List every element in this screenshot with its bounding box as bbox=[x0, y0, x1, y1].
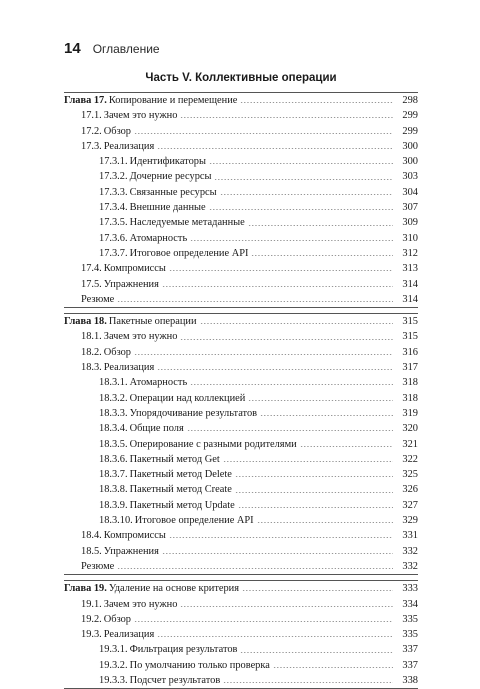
toc-entry-label bbox=[81, 139, 156, 154]
toc-subsection-entry[interactable] bbox=[64, 154, 418, 169]
dot-leader bbox=[190, 240, 393, 241]
toc-entry-label bbox=[99, 421, 186, 436]
toc-entry-label bbox=[99, 498, 237, 513]
toc-entry-number: 18.3.1. bbox=[99, 377, 128, 389]
toc-entry-label bbox=[99, 658, 272, 673]
toc-entry-number: 17.3.7. bbox=[99, 247, 128, 259]
toc-chapter-entry[interactable] bbox=[64, 314, 418, 329]
toc-entry-label bbox=[81, 261, 168, 276]
toc-entry-page: 316 bbox=[402, 346, 418, 358]
toc-subsection-entry[interactable] bbox=[64, 452, 418, 467]
toc-entry-label bbox=[99, 467, 234, 482]
toc-entry-page: 325 bbox=[402, 469, 418, 481]
toc-section-entry[interactable] bbox=[64, 597, 418, 612]
page-number: 14 bbox=[64, 40, 81, 57]
toc-entry-title: Компромиссы bbox=[103, 530, 166, 542]
toc-entry-page: 313 bbox=[402, 263, 418, 275]
toc-entry-page: 299 bbox=[402, 125, 418, 137]
toc-entry-page: 309 bbox=[402, 217, 418, 229]
toc-entry-number: 19.3. bbox=[81, 629, 102, 641]
dot-leader bbox=[162, 553, 393, 554]
toc-entry-page: 314 bbox=[402, 293, 418, 305]
dot-leader bbox=[187, 430, 393, 431]
toc-entry-title: Идентификаторы bbox=[129, 156, 206, 168]
toc-entry-title: Реализация bbox=[103, 140, 155, 152]
toc-entry-number: 19.2. bbox=[81, 613, 102, 625]
toc-entry-label bbox=[81, 329, 179, 344]
toc-entry-label bbox=[99, 246, 250, 261]
toc-entry-label bbox=[99, 452, 222, 467]
dot-leader bbox=[214, 179, 393, 180]
toc-entry-page: 320 bbox=[402, 423, 418, 435]
toc-entry-label bbox=[81, 597, 179, 612]
toc-entry-label bbox=[99, 154, 208, 169]
dot-leader bbox=[180, 606, 393, 607]
toc-chapter-block bbox=[64, 580, 418, 689]
toc-entry-number: 18.3. bbox=[81, 362, 102, 374]
toc-subsection-entry[interactable] bbox=[64, 642, 418, 657]
toc-entry-page: 314 bbox=[402, 278, 418, 290]
toc-entry-title: Наследуемые метаданные bbox=[129, 217, 245, 229]
toc-entry-label bbox=[64, 93, 239, 108]
toc-entry-title: Копирование и перемещение bbox=[108, 95, 238, 106]
dot-leader bbox=[180, 117, 393, 118]
dot-leader bbox=[157, 369, 393, 370]
toc-entry-page: 332 bbox=[402, 560, 418, 572]
toc-subsection-entry[interactable] bbox=[64, 482, 418, 497]
toc-subsection-entry[interactable] bbox=[64, 215, 418, 230]
toc-entry-title: Зачем это нужно bbox=[103, 331, 178, 343]
toc-entry-title: Общие поля bbox=[129, 423, 184, 435]
toc-section-entry[interactable] bbox=[64, 627, 418, 642]
toc-entry-label bbox=[99, 375, 189, 390]
page-header bbox=[64, 40, 160, 60]
toc-entry-title: Фильтрация результатов bbox=[129, 644, 238, 656]
toc-section-entry[interactable] bbox=[64, 329, 418, 344]
toc-entry-title: Атомарность bbox=[129, 377, 188, 389]
toc-subsection-entry[interactable] bbox=[64, 231, 418, 246]
toc-chapter-block bbox=[64, 92, 418, 308]
toc-entry-title: Упорядочивание результатов bbox=[129, 407, 258, 419]
toc-entry-label bbox=[99, 215, 247, 230]
dot-leader bbox=[300, 446, 393, 447]
toc-entry-label bbox=[99, 231, 189, 246]
toc-entry-title: Дочерние ресурсы bbox=[129, 171, 212, 183]
toc-entry-page: 327 bbox=[402, 499, 418, 511]
dot-leader bbox=[157, 148, 393, 149]
toc-chapter-block bbox=[64, 313, 418, 575]
toc-entry-label bbox=[81, 108, 179, 123]
toc-entry-title: Удаление на основе критерия bbox=[108, 583, 240, 595]
toc-entry-page: 329 bbox=[402, 515, 418, 527]
toc-entry-title: Зачем это нужно bbox=[103, 598, 178, 610]
toc-entry-number: 17.3.4. bbox=[99, 202, 128, 214]
toc-entry-title: Реализация bbox=[103, 629, 155, 641]
dot-leader bbox=[169, 537, 393, 538]
dot-leader bbox=[209, 209, 393, 210]
toc-entry-number: 18.3.2. bbox=[99, 392, 128, 404]
toc-entry-page: 338 bbox=[402, 674, 418, 686]
toc-entry-page: 335 bbox=[402, 613, 418, 625]
toc-entry-title: Атомарность bbox=[129, 232, 188, 244]
toc-entry-label bbox=[99, 482, 234, 497]
toc-entry-title: Обзор bbox=[103, 613, 132, 625]
toc-entry-label bbox=[81, 277, 161, 292]
dot-leader bbox=[223, 682, 393, 683]
toc-entry-page: 315 bbox=[402, 331, 418, 343]
toc-entry-page: 307 bbox=[402, 202, 418, 214]
dot-leader bbox=[257, 522, 393, 523]
toc-entry-number: 18.3.8. bbox=[99, 484, 128, 496]
dot-leader bbox=[169, 270, 393, 271]
dot-leader bbox=[157, 636, 393, 637]
toc-entry-label bbox=[81, 559, 116, 574]
toc-entry-number: 18.4. bbox=[81, 530, 102, 542]
toc-entry-label bbox=[99, 169, 213, 184]
dot-leader bbox=[240, 652, 393, 653]
toc-subsection-entry[interactable] bbox=[64, 169, 418, 184]
toc-entry-title: Оперирование с разными родителями bbox=[129, 438, 297, 450]
toc-section-entry[interactable] bbox=[64, 292, 418, 307]
toc-section-entry[interactable] bbox=[64, 124, 418, 139]
toc-entry-page: 299 bbox=[402, 110, 418, 122]
toc-entry-label bbox=[99, 513, 256, 528]
toc-entry-label bbox=[99, 642, 239, 657]
toc-section-entry[interactable] bbox=[64, 612, 418, 627]
toc-entry-label bbox=[64, 581, 241, 596]
toc-subsection-entry[interactable] bbox=[64, 513, 418, 528]
toc-entry-title: Внешние данные bbox=[129, 202, 206, 214]
toc-entry-page: 334 bbox=[402, 598, 418, 610]
dot-leader bbox=[134, 354, 393, 355]
toc-entry-label bbox=[81, 292, 116, 307]
toc-entry-page: 312 bbox=[402, 247, 418, 259]
toc-entry-number: 18.3.9. bbox=[99, 499, 128, 511]
toc-entry-number: 17.3.1. bbox=[99, 156, 128, 168]
toc-entry-number: 19.1. bbox=[81, 598, 102, 610]
dot-leader bbox=[235, 476, 393, 477]
toc-entry-title: Операции над коллекцией bbox=[129, 392, 246, 404]
toc-entry-page: 335 bbox=[402, 629, 418, 641]
toc-entry-title: Итоговое определение API bbox=[134, 515, 254, 527]
toc-entry-page: 331 bbox=[402, 530, 418, 542]
toc-chapter-entry[interactable] bbox=[64, 581, 418, 596]
toc-entry-page: 310 bbox=[402, 232, 418, 244]
toc-entry-title: Резюме bbox=[81, 560, 115, 572]
toc-entry-number: 18.3.4. bbox=[99, 423, 128, 435]
toc-entry-title: Упражнения bbox=[103, 545, 159, 557]
toc-entry-number: 17.5. bbox=[81, 278, 102, 290]
part-title: Часть V. Коллективные операции bbox=[145, 72, 337, 84]
toc-entry-title: Обзор bbox=[103, 125, 132, 137]
toc-entry-number: 17.3. bbox=[81, 140, 102, 152]
toc-entry-title: Упражнения bbox=[103, 278, 159, 290]
toc-entry-number: 17.1. bbox=[81, 110, 102, 122]
toc-entry-label bbox=[81, 345, 133, 360]
toc-entry-title: Итоговое определение API bbox=[129, 247, 249, 259]
toc-entry-number: 18.3.10. bbox=[99, 515, 133, 527]
toc-entry-label bbox=[99, 437, 299, 452]
toc-entry-label bbox=[81, 627, 156, 642]
dot-leader bbox=[235, 492, 393, 493]
toc-entry-page: 322 bbox=[402, 453, 418, 465]
toc-entry-title: Пакетный метод Create bbox=[129, 484, 232, 496]
toc-entry-page: 321 bbox=[402, 438, 418, 450]
toc-entry-title: Подсчет результатов bbox=[129, 674, 221, 686]
toc-section-entry[interactable] bbox=[64, 544, 418, 559]
toc-entry-label bbox=[99, 406, 259, 421]
dot-leader bbox=[223, 461, 393, 462]
toc-entry-page: 303 bbox=[402, 171, 418, 183]
dot-leader bbox=[242, 590, 393, 591]
toc-subsection-entry[interactable] bbox=[64, 200, 418, 215]
toc-section-entry[interactable] bbox=[64, 528, 418, 543]
toc-entry-number: 18.3.7. bbox=[99, 469, 128, 481]
toc-entry-label bbox=[81, 612, 133, 627]
toc-entry-number: 19.3.2. bbox=[99, 659, 128, 671]
toc-entry-page: 337 bbox=[402, 644, 418, 656]
toc-entry-number: 17.2. bbox=[81, 125, 102, 137]
toc-entry-number: 18.3.6. bbox=[99, 453, 128, 465]
toc-entry-label bbox=[99, 185, 219, 200]
toc-subsection-entry[interactable] bbox=[64, 437, 418, 452]
toc-entry-number: 17.3.6. bbox=[99, 232, 128, 244]
toc-entry-number: 17.3.3. bbox=[99, 186, 128, 198]
toc-entry-number: 18.1. bbox=[81, 331, 102, 343]
toc-section-entry[interactable] bbox=[64, 139, 418, 154]
toc-entry-title: Связанные ресурсы bbox=[129, 186, 217, 198]
toc-entry-label bbox=[81, 360, 156, 375]
toc-subsection-entry[interactable] bbox=[64, 467, 418, 482]
toc-entry-page: 319 bbox=[402, 407, 418, 419]
toc-entry-number: 17.4. bbox=[81, 263, 102, 275]
dot-leader bbox=[248, 225, 393, 226]
dot-leader bbox=[220, 194, 393, 195]
toc-entry-number: 18.3.3. bbox=[99, 407, 128, 419]
toc-entry-page: 337 bbox=[402, 659, 418, 671]
dot-leader bbox=[134, 621, 393, 622]
toc-section-entry[interactable] bbox=[64, 345, 418, 360]
toc-subsection-entry[interactable] bbox=[64, 185, 418, 200]
toc-entry-title: Резюме bbox=[81, 293, 115, 305]
toc-entry-title: Пакетный метод Delete bbox=[129, 469, 232, 481]
toc-chapter-entry[interactable] bbox=[64, 93, 418, 108]
toc-subsection-entry[interactable] bbox=[64, 498, 418, 513]
toc-entry-number: Глава 18. bbox=[64, 316, 107, 328]
toc-entry-title: По умолчанию только проверка bbox=[129, 659, 270, 671]
dot-leader bbox=[162, 286, 393, 287]
toc-subsection-entry[interactable] bbox=[64, 375, 418, 390]
toc-entry-title: Пакетные операции bbox=[108, 316, 197, 328]
toc-subsection-entry[interactable] bbox=[64, 406, 418, 421]
toc-entry-label bbox=[81, 528, 168, 543]
toc-entry-number: 19.3.3. bbox=[99, 674, 128, 686]
toc-subsection-entry[interactable] bbox=[64, 658, 418, 673]
toc-section-entry[interactable] bbox=[64, 559, 418, 574]
toc-entry-number: 17.3.5. bbox=[99, 217, 128, 229]
toc-subsection-entry[interactable] bbox=[64, 246, 418, 261]
dot-leader bbox=[190, 384, 393, 385]
dot-leader bbox=[260, 415, 393, 416]
dot-leader bbox=[117, 301, 393, 302]
toc-entry-page: 304 bbox=[402, 186, 418, 198]
toc-section-entry[interactable] bbox=[64, 108, 418, 123]
toc-subsection-entry[interactable] bbox=[64, 673, 418, 688]
dot-leader bbox=[238, 507, 393, 508]
toc-entry-label bbox=[81, 544, 161, 559]
dot-leader bbox=[180, 339, 393, 340]
dot-leader bbox=[200, 323, 393, 324]
toc-entry-number: 18.3.5. bbox=[99, 438, 128, 450]
toc-entry-title: Реализация bbox=[103, 362, 155, 374]
toc-entry-title: Пакетный метод Update bbox=[129, 499, 235, 511]
dot-leader bbox=[240, 102, 393, 103]
toc-entry-number: Глава 19. bbox=[64, 583, 107, 595]
dot-leader bbox=[248, 400, 393, 401]
toc-entry-page: 326 bbox=[402, 484, 418, 496]
toc-entry-page: 318 bbox=[402, 392, 418, 404]
toc-section-entry[interactable] bbox=[64, 277, 418, 292]
toc-section-entry[interactable] bbox=[64, 360, 418, 375]
dot-leader bbox=[134, 133, 393, 134]
dot-leader bbox=[117, 568, 393, 569]
toc-entry-page: 298 bbox=[402, 95, 418, 106]
toc-entry-label bbox=[81, 124, 133, 139]
toc-entry-page: 300 bbox=[402, 156, 418, 168]
toc-entry-page: 332 bbox=[402, 545, 418, 557]
dot-leader bbox=[209, 163, 393, 164]
toc-entry-number: 17.3.2. bbox=[99, 171, 128, 183]
toc-entry-page: 300 bbox=[402, 140, 418, 152]
dot-leader bbox=[273, 667, 393, 668]
toc-subsection-entry[interactable] bbox=[64, 421, 418, 436]
toc-entry-label bbox=[64, 314, 199, 329]
toc-entry-title: Компромиссы bbox=[103, 263, 166, 275]
toc-entry-page: 318 bbox=[402, 377, 418, 389]
toc-entry-title: Зачем это нужно bbox=[103, 110, 178, 122]
toc-entry-title: Обзор bbox=[103, 346, 132, 358]
toc-subsection-entry[interactable] bbox=[64, 391, 418, 406]
toc-entry-page: 317 bbox=[402, 362, 418, 374]
toc-entry-title: Пакетный метод Get bbox=[129, 453, 220, 465]
toc-entry-number: 18.5. bbox=[81, 545, 102, 557]
toc-entry-label bbox=[99, 391, 247, 406]
toc-entry-label bbox=[99, 200, 208, 215]
toc-section-entry[interactable] bbox=[64, 261, 418, 276]
running-title: Оглавление bbox=[92, 42, 160, 56]
table-of-contents bbox=[64, 92, 418, 689]
toc-entry-label bbox=[99, 673, 222, 688]
toc-entry-page: 315 bbox=[402, 316, 418, 328]
toc-entry-page: 333 bbox=[402, 583, 418, 595]
toc-entry-number: 18.2. bbox=[81, 346, 102, 358]
dot-leader bbox=[251, 255, 393, 256]
toc-entry-number: 19.3.1. bbox=[99, 644, 128, 656]
toc-entry-number: Глава 17. bbox=[64, 95, 107, 106]
